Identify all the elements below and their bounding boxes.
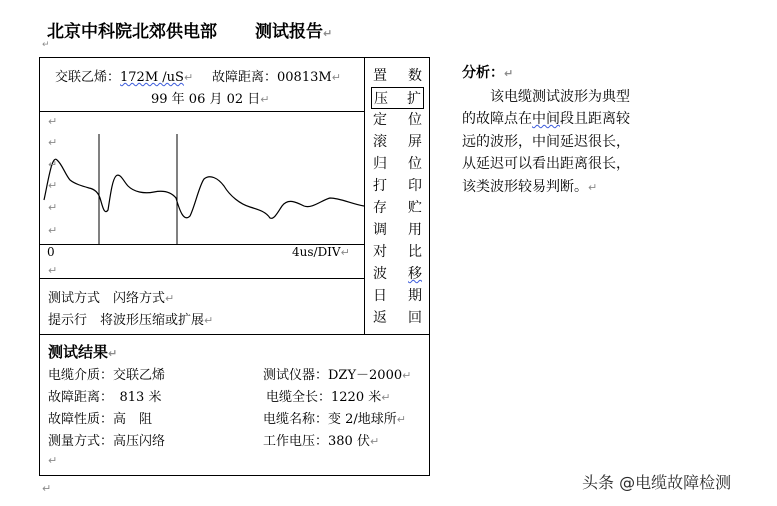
report-name: 测试报告: [255, 22, 323, 42]
waveform-display: [40, 112, 364, 244]
menu-item[interactable]: 置 数: [373, 68, 422, 84]
result-fault-distance: 故障距离： 813 米: [48, 390, 162, 405]
menu-item[interactable]: 存 贮: [373, 200, 422, 216]
result-instrument: 测试仪器：DZY－2000↵: [263, 368, 412, 383]
result-cable-name: 电缆名称：变 2/地球所↵: [263, 412, 407, 427]
x-axis-start: 0: [47, 245, 55, 259]
analysis-line: 该类波形较易判断。↵: [462, 178, 598, 195]
org-name: 北京中科院北郊供电部: [47, 22, 217, 42]
prompt-line: 提示行 将波形压缩或扩展↵: [48, 313, 214, 328]
analysis-line: 远的波形，中间延迟很长，: [462, 133, 630, 150]
analysis-heading: 分析：↵: [462, 65, 514, 81]
results-heading: 测试结果↵: [48, 343, 118, 361]
time-scale: 4us/DIV↵: [292, 245, 350, 259]
distance-param: 故障距离：00813M↵: [212, 70, 341, 85]
result-medium: 电缆介质：交联乙烯: [48, 368, 166, 383]
report-table: 交联乙烯：172M /uS↵ 故障距离：00813M↵ 99 年 06 月 02 日↵ ↵ ↵ ↵ ↵ ↵ ↵ 0 4us/DIV↵ ↵ 测试方式 闪络方式↵ 提示行 将波形压缩或扩展↵ 测试结果↵ 电缆介质：交联乙烯 测试仪器：DZY－2000↵ 故障距离： 813 米 电缆全长：1220 米↵ 故障性质：高 阻 电缆名称：变 2/地球所↵ 测量方式：高压闪络 工作电压：380 伏↵ ↵: [39, 57, 430, 476]
report-title: 北京中科院北郊供电部 测试报告↵: [47, 22, 333, 42]
menu-item[interactable]: 压 扩: [371, 87, 424, 109]
waveform-trace: [44, 159, 364, 218]
menu-item[interactable]: 滚 屏: [373, 134, 422, 150]
result-method: 测量方式：高压闪络: [48, 434, 166, 449]
result-cable-length: 电缆全长：1220 米↵: [266, 390, 391, 405]
material-param: 交联乙烯：172M /uS↵: [55, 70, 194, 85]
result-fault-nature: 故障性质：高 阻: [48, 412, 153, 427]
analysis-line: 该电缆测试波形为典型: [462, 88, 630, 105]
menu-item[interactable]: 对 比: [373, 244, 422, 260]
watermark: 头条 @电缆故障检测: [582, 473, 732, 492]
analysis-line: 的故障点在中间段且距离较: [462, 111, 630, 127]
menu-item[interactable]: 返 回: [373, 310, 422, 326]
menu-item[interactable]: 打 印: [373, 178, 422, 194]
menu-item[interactable]: 日 期: [373, 288, 422, 304]
menu-divider: [364, 58, 365, 334]
menu-item[interactable]: 调 用: [373, 222, 422, 238]
test-mode-line: 测试方式 闪络方式↵: [48, 291, 175, 306]
menu-item[interactable]: 定 位: [373, 112, 422, 128]
result-voltage: 工作电压：380 伏↵: [263, 434, 380, 449]
divider: [40, 334, 429, 335]
analysis-line: 从延迟可以看出距离很长，: [462, 156, 630, 172]
menu-item[interactable]: 归 位: [373, 156, 422, 172]
menu-item[interactable]: 波 移: [373, 266, 422, 282]
test-date: 99 年 06 月 02 日↵: [151, 92, 270, 107]
analysis-section: [462, 62, 692, 199]
divider: [40, 278, 364, 279]
